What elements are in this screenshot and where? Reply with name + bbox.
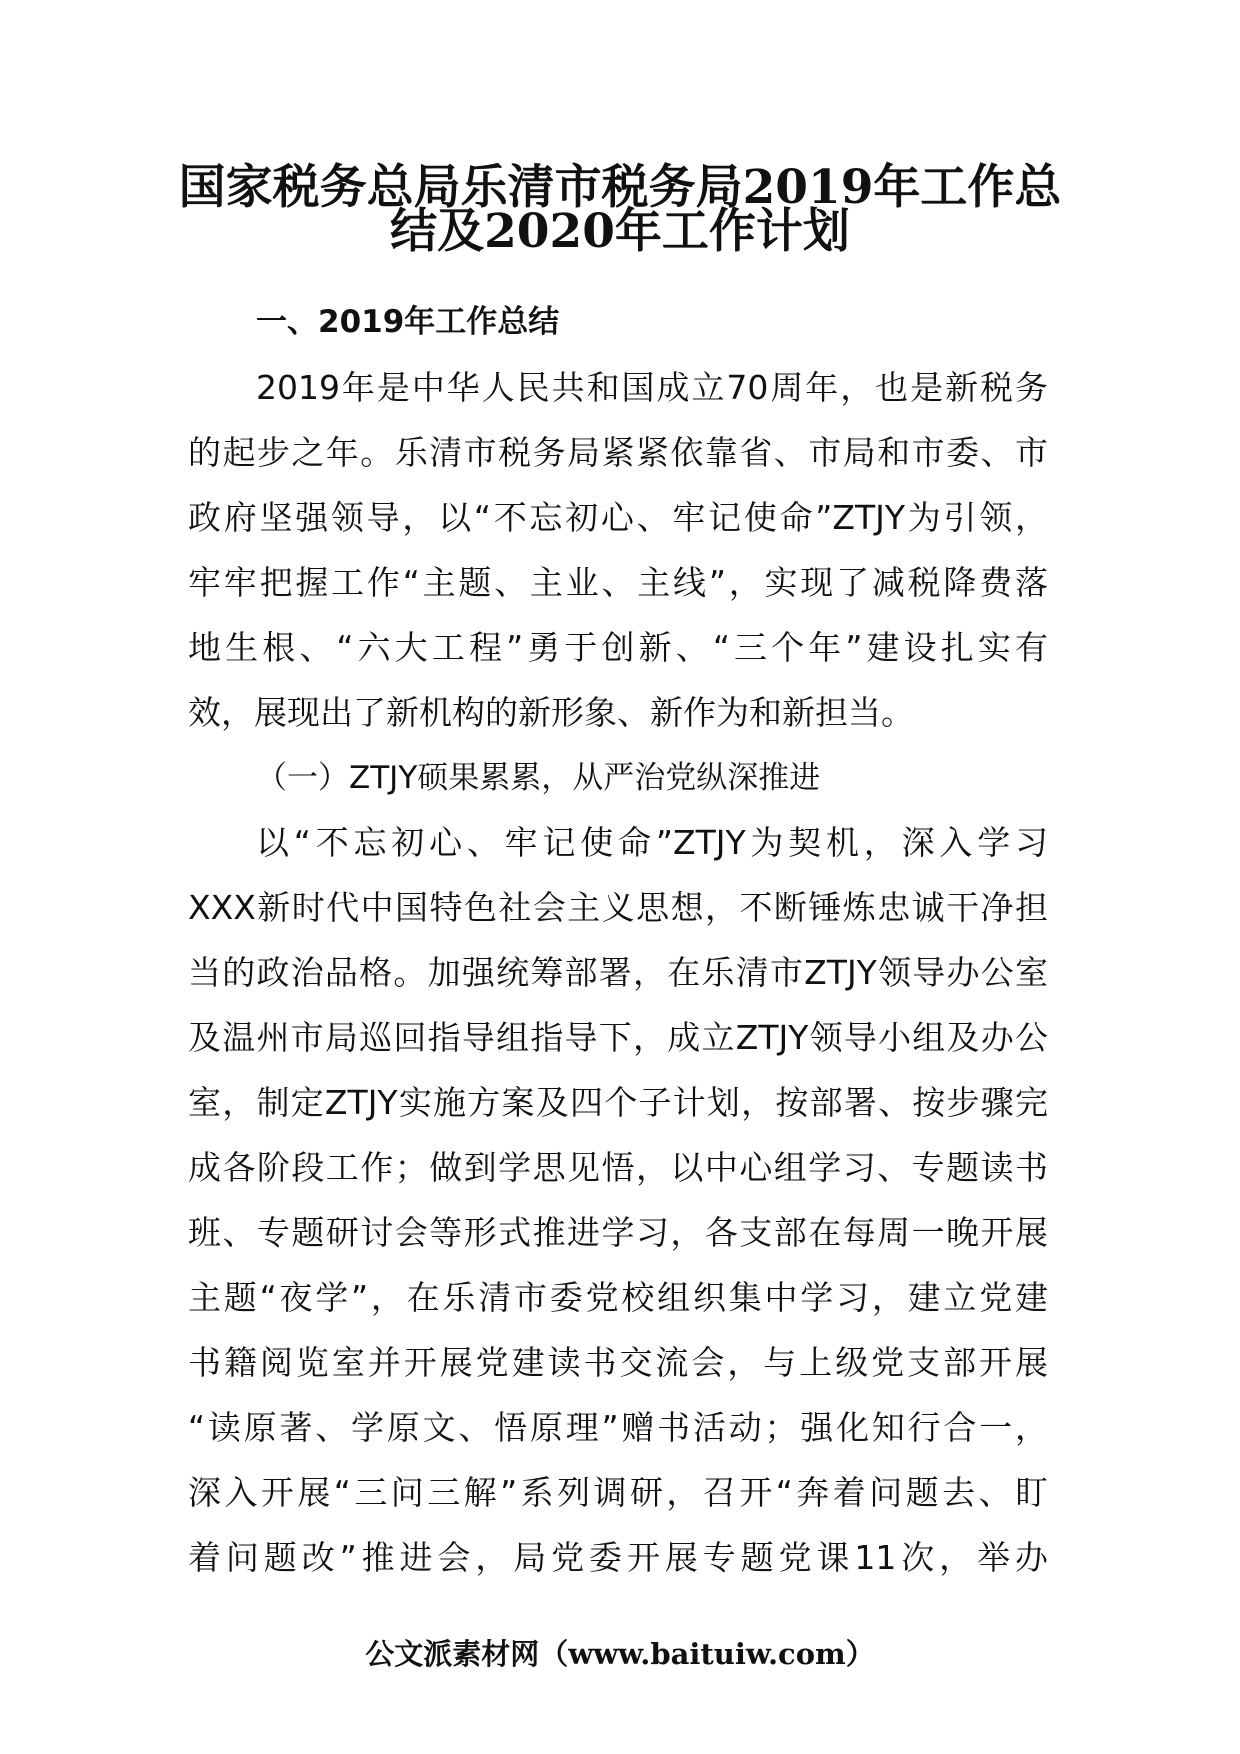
paragraph1-line: 2019年是中华人民共和国成立70周年，也是新税务: [256, 368, 1048, 407]
paragraph2-line: 及温州市局巡回指导组指导下，成立ZTJY领导小组及办公: [188, 1018, 1048, 1057]
page-footer: 公文派素材网（www.baituiw.com）: [365, 1637, 875, 1671]
paragraph2-line: 成各阶段工作；做到学思见悟，以中心组学习、专题读书: [188, 1148, 1048, 1187]
document-title-line-1: 国家税务总局乐清市税务局2019年工作总: [178, 160, 1062, 215]
paragraph2-line: 班、专题研讨会等形式推进学习，各支部在每周一晚开展: [188, 1213, 1048, 1252]
paragraph2-line: 以“不忘初心、牢记使命”ZTJY为契机，深入学习: [256, 823, 1048, 862]
paragraph1-line: 的起步之年。乐清市税务局紧紧依靠省、市局和市委、市: [188, 433, 1048, 472]
paragraph2-line: 主题“夜学”，在乐清市委党校组织集中学习，建立党建: [188, 1278, 1048, 1317]
document-title-line-2: 结及2020年工作计划: [390, 204, 850, 259]
paragraph1-line: 牢牢把握工作“主题、主业、主线”，实现了减税降费落: [188, 563, 1048, 602]
section-heading: 一、2019年工作总结: [256, 304, 560, 340]
paragraph2-line: XXX新时代中国特色社会主义思想，不断锤炼忠诚干净担: [188, 888, 1048, 927]
paragraph2-line: “读原著、学原文、悟原理”赠书活动；强化知行合一，: [188, 1408, 1048, 1447]
paragraph2-line: 当的政治品格。加强统筹部署，在乐清市ZTJY领导办公室: [188, 953, 1048, 992]
paragraph1-line: 效，展现出了新机构的新形象、新作为和新担当。: [188, 693, 914, 732]
subheading: （一）ZTJY硕果累累，从严治党纵深推进: [256, 760, 821, 796]
paragraph2-line: 深入开展“三问三解”系列调研，召开“奔着问题去、盯: [188, 1473, 1048, 1512]
paragraph2-line: 室，制定ZTJY实施方案及四个子计划，按部署、按步骤完: [188, 1083, 1048, 1122]
paragraph2-line: 书籍阅览室并开展党建读书交流会，与上级党支部开展: [188, 1343, 1048, 1382]
paragraph1-line: 政府坚强领导，以“不忘初心、牢记使命”ZTJY为引领，: [188, 498, 1048, 537]
paragraph1-line: 地生根、“六大工程”勇于创新、“三个年”建设扎实有: [188, 628, 1048, 667]
paragraph2-line: 着问题改”推进会，局党委开展专题党课11次，举办: [188, 1538, 1048, 1577]
